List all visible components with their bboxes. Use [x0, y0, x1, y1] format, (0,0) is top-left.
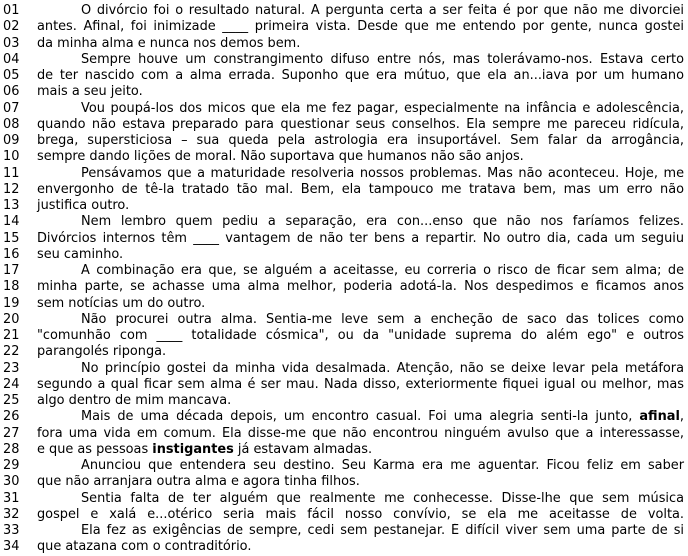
line-text — [27, 409, 688, 425]
text-line — [0, 19, 688, 35]
line-number: 03 — [3, 35, 20, 51]
line-text — [27, 231, 688, 247]
line-number: 24 — [3, 376, 20, 392]
text-line — [0, 214, 688, 230]
line-number: 33 — [3, 523, 20, 538]
line-number: 31 — [3, 490, 20, 506]
line-text — [27, 166, 688, 182]
line-number: 34 — [3, 539, 20, 555]
text-line — [0, 84, 688, 100]
line-text — [27, 19, 688, 35]
text-line — [0, 507, 688, 523]
line-text — [27, 474, 688, 490]
line-text — [27, 458, 688, 474]
line-number: 19 — [3, 295, 20, 311]
bold-word: instigantes — [152, 441, 234, 457]
line-text-content: algo dentro de mim mancava. — [37, 393, 232, 408]
line-number: 14 — [3, 214, 20, 230]
line-text — [27, 36, 688, 52]
text-line — [0, 539, 688, 555]
line-text-content: segundo a qual ficar sem alma é ser mau. Nada disso, exteriormente fiquei igual ou melhor, mas — [37, 376, 684, 392]
text-line — [0, 491, 688, 507]
line-text — [27, 523, 688, 539]
line-number: 15 — [3, 230, 20, 246]
text-line — [0, 426, 688, 442]
line-text — [27, 101, 688, 117]
line-number: 13 — [3, 198, 20, 213]
line-text-content: A combinação era que, se alguém a aceitasse, eu correria o risco de ficar sem alma; de — [81, 263, 684, 278]
line-number: 18 — [3, 279, 20, 295]
text-line — [0, 149, 688, 165]
line-text — [27, 377, 688, 393]
text-line — [0, 117, 688, 133]
line-number: 07 — [3, 100, 20, 116]
line-text — [27, 52, 688, 68]
text-line — [0, 312, 688, 328]
line-number: 26 — [3, 409, 20, 425]
line-number: 01 — [3, 3, 20, 18]
line-text-content: "comunhão com ____ totalidade cósmica", ou da "unidade suprema do além ego" e outros — [37, 328, 684, 343]
text-line — [0, 3, 688, 19]
line-text-content: quando não estava preparado para questionar seus conselhos. Ela sempre me pareceu ridícula, — [37, 116, 684, 132]
line-text — [27, 279, 688, 295]
line-number: 02 — [3, 19, 20, 35]
line-number: 16 — [3, 246, 20, 262]
line-number: 21 — [3, 328, 20, 343]
line-text — [27, 117, 688, 133]
line-number: 27 — [3, 425, 20, 441]
text-line — [0, 247, 688, 263]
line-text — [27, 344, 688, 360]
line-text — [27, 491, 688, 507]
line-text-content: Mais de uma década depois, um encontro casual. Foi uma alegria senti-la junto, — [81, 409, 640, 425]
line-text-content: envergonho de tê-la tratado tão mal. Bem, ela tampouco me tratava bem, mas um erro não — [37, 181, 684, 197]
line-text-tail: , — [679, 409, 684, 425]
line-text — [27, 426, 688, 442]
line-text-content: Nem lembro quem pediu a separação, era con...enso que não nos faríamos felizes. — [81, 214, 684, 230]
line-text-content: Não procurei outra alma. Sentia-me leve sem a encheção de saco das tolices como — [81, 311, 684, 327]
line-text-content: No princípio gostei da minha vida desalmada. Atenção, não se deixe levar pela metáfora — [81, 360, 684, 376]
line-text — [27, 247, 688, 263]
line-text-content: seu caminho. — [37, 246, 124, 262]
bold-word: afinal — [639, 409, 680, 425]
line-text-content: Anunciou que entendera seu destino. Seu Karma era me aguentar. Ficou feliz em saber — [81, 458, 684, 473]
line-text-content: de ter nascido com a alma errada. Suponho que era mútuo, que ela an...iava por um humano — [37, 68, 684, 83]
line-text — [27, 263, 688, 279]
line-number: 06 — [3, 84, 20, 100]
line-text — [27, 361, 688, 377]
text-line — [0, 101, 688, 117]
line-text — [27, 507, 688, 523]
line-number: 10 — [3, 149, 20, 165]
line-text-content: gospel e xalá e...otérico seria mais fácil nosso convívio, se ela me aceitasse de volta. — [37, 506, 684, 522]
text-line — [0, 523, 688, 539]
line-text-content: Divórcios internos têm ____ vantagem de não ter bens a repartir. No outro dia, cada um seguiu — [37, 230, 684, 246]
line-text — [27, 442, 688, 458]
line-text-content: brega, supersticiosa – sua queda pela astrologia era insuportável. Sem falar da arrogância, — [37, 133, 684, 148]
line-text-content: que atazana com o contraditório. — [37, 539, 252, 555]
line-text-content: mais a seu jeito. — [37, 84, 143, 100]
line-text-content: fora uma vida em comum. Ela disse-me que não encontrou ninguém avulso que a interessasse, — [37, 425, 684, 441]
line-text — [27, 539, 688, 555]
text-line — [0, 474, 688, 490]
line-text-content: que não arranjara outra alma e agora tinha filhos. — [37, 474, 360, 490]
line-text — [27, 3, 688, 19]
line-text-content: Ela fez as exigências de sempre, cedi sem pestanejar. É difícil viver sem uma parte de si — [81, 523, 684, 538]
line-number: 32 — [3, 506, 20, 522]
line-number: 11 — [3, 165, 20, 181]
line-text-content: sempre dando lições de moral. Não suportava que humanos não são anjos. — [37, 149, 524, 165]
line-text — [27, 198, 688, 214]
line-text-content: Sentia falta de ter alguém que realmente me conhecesse. Disse-lhe que sem música — [81, 490, 684, 506]
text-line — [0, 328, 688, 344]
line-text-content: antes. Afinal, foi inimizade ____ primeira vista. Desde que me entendo por gente, nunca gostei — [37, 19, 684, 35]
text-line — [0, 198, 688, 214]
line-number: 09 — [3, 133, 20, 148]
text-line — [0, 133, 688, 149]
line-text-content: minha parte, se achasse uma alma melhor, poderia adotá-la. Nos despedimos e ficamos anos — [37, 279, 684, 295]
line-number: 28 — [3, 441, 20, 457]
text-line — [0, 458, 688, 474]
line-text — [27, 393, 688, 409]
text-line — [0, 393, 688, 409]
text-line — [0, 344, 688, 360]
line-number: 25 — [3, 393, 20, 408]
line-text-content: Sempre houve um constrangimento difuso entre nós, mas tolerávamo-nos. Estava certo — [81, 51, 684, 67]
line-text — [27, 84, 688, 100]
line-number: 12 — [3, 181, 20, 197]
line-number: 04 — [3, 51, 20, 67]
line-text-content: justifica outro. — [37, 198, 130, 213]
text-line — [0, 231, 688, 247]
text-line — [0, 279, 688, 295]
text-line — [0, 377, 688, 393]
line-text-content: sem notícias um do outro. — [37, 295, 206, 311]
text-line — [0, 166, 688, 182]
text-line — [0, 36, 688, 52]
line-text-content: O divórcio foi o resultado natural. A pergunta certa a ser feita é por que não me divorciei — [81, 3, 684, 18]
text-line — [0, 52, 688, 68]
line-text — [27, 328, 688, 344]
text-line — [0, 263, 688, 279]
line-text-content: e que as pessoas — [37, 441, 153, 457]
line-text-content: Pensávamos que a maturidade resolveria nossos problemas. Mas não aconteceu. Hoje, me — [81, 165, 684, 181]
text-line — [0, 409, 688, 425]
line-number: 29 — [3, 458, 20, 473]
line-text — [27, 133, 688, 149]
line-number: 05 — [3, 68, 20, 83]
line-text — [27, 312, 688, 328]
line-number: 23 — [3, 360, 20, 376]
line-text — [27, 68, 688, 84]
line-number: 22 — [3, 344, 20, 360]
text-line — [0, 182, 688, 198]
line-number: 08 — [3, 116, 20, 132]
line-text-content: Vou poupá-los dos micos que ela me fez pagar, especialmente na infância e adolescência, — [81, 100, 684, 116]
line-number: 20 — [3, 311, 20, 327]
text-line — [0, 442, 688, 458]
line-text-content: da minha alma e nunca nos demos bem. — [37, 35, 301, 51]
line-text — [27, 149, 688, 165]
line-text-content: parangolés riponga. — [37, 344, 167, 360]
text-line — [0, 361, 688, 377]
text-line — [0, 296, 688, 312]
line-text — [27, 214, 688, 230]
line-text-tail: já estavam almadas. — [233, 441, 373, 457]
line-number: 17 — [3, 263, 20, 278]
line-text — [27, 296, 688, 312]
text-line — [0, 68, 688, 84]
line-number: 30 — [3, 474, 20, 490]
line-text — [27, 182, 688, 198]
